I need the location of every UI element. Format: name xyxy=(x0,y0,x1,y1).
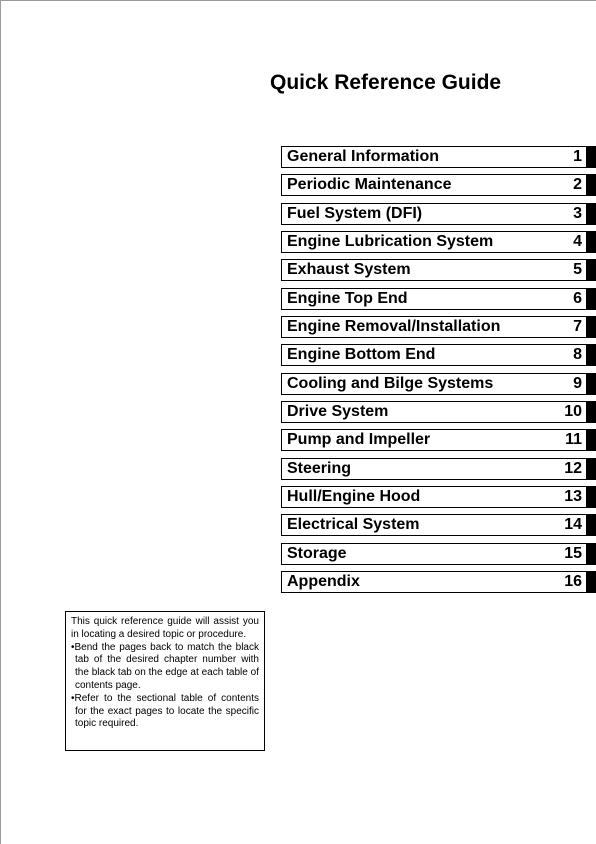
toc-entry[interactable] xyxy=(281,486,596,508)
toc-entry-number: 14 xyxy=(564,516,582,534)
toc-entry-label: Electrical System xyxy=(287,516,420,534)
toc-entry-label: General Information xyxy=(287,148,440,165)
chapter-black-tab xyxy=(586,401,596,423)
page-title: Quick Reference Guide xyxy=(270,71,502,94)
toc-entry-number: 6 xyxy=(573,289,582,307)
chapter-black-tab xyxy=(586,344,596,366)
toc-entry-label: Steering xyxy=(287,459,352,477)
toc-entry-number: 2 xyxy=(573,176,582,194)
chapter-black-tab xyxy=(586,259,596,281)
toc-entry-number: 7 xyxy=(573,318,582,336)
chapter-black-tab xyxy=(586,316,596,338)
chapter-black-tab xyxy=(586,203,596,225)
toc-entry-label: Engine Removal/Installation xyxy=(287,318,501,336)
toc-entry-number: 4 xyxy=(573,233,582,251)
chapter-black-tab xyxy=(586,288,596,310)
toc-entry-number: 13 xyxy=(564,488,582,506)
toc-entry-label: Hull/Engine Hood xyxy=(287,488,421,506)
chapter-black-tab xyxy=(586,458,596,480)
table-of-contents xyxy=(281,146,596,600)
toc-entry[interactable] xyxy=(281,373,596,395)
toc-entry[interactable] xyxy=(281,543,596,565)
toc-entry[interactable] xyxy=(281,231,596,253)
toc-entry-number: 9 xyxy=(573,374,582,392)
toc-entry[interactable] xyxy=(281,514,596,536)
toc-entry-number: 16 xyxy=(564,573,582,591)
chapter-black-tab xyxy=(586,174,596,196)
toc-entry[interactable] xyxy=(281,288,596,310)
toc-entry-label: Engine Bottom End xyxy=(287,346,436,364)
toc-entry-label: Pump and Impeller xyxy=(287,431,431,449)
note-intro: This quick reference guide will assist you in locating a desired topic or procedure. xyxy=(71,616,259,640)
toc-entry-label: Periodic Maintenance xyxy=(287,176,452,194)
toc-entry[interactable] xyxy=(281,458,596,480)
chapter-black-tab xyxy=(586,571,596,593)
toc-entry-number: 5 xyxy=(573,261,582,279)
toc-entry-label: Engine Top End xyxy=(287,289,408,307)
chapter-black-tab xyxy=(586,429,596,451)
toc-entry-number: 10 xyxy=(564,403,582,421)
toc-entry-label: Appendix xyxy=(287,573,360,591)
toc-entry[interactable] xyxy=(281,174,596,196)
toc-entry-label: Exhaust System xyxy=(287,261,411,279)
toc-entry-label: Engine Lubrication System xyxy=(287,233,494,251)
toc-entry[interactable] xyxy=(281,203,596,225)
toc-entry[interactable] xyxy=(281,344,596,366)
chapter-black-tab xyxy=(586,231,596,253)
toc-entry[interactable] xyxy=(281,571,596,593)
chapter-black-tab xyxy=(586,486,596,508)
usage-note-box xyxy=(65,611,265,751)
toc-entry-number: 8 xyxy=(573,346,582,364)
toc-entry[interactable] xyxy=(281,316,596,338)
toc-entry[interactable] xyxy=(281,401,596,423)
toc-entry-label: Fuel System (DFI) xyxy=(287,204,423,222)
note-bullet-sectional-toc: •Refer to the sectional table of contents for the exact pages to locate the specific topic required. xyxy=(71,692,259,730)
toc-entry-number: 12 xyxy=(564,459,582,477)
toc-entry[interactable] xyxy=(281,259,596,281)
toc-entry-number: 15 xyxy=(564,544,582,562)
toc-entry[interactable] xyxy=(281,429,596,451)
toc-entry-label: Drive System xyxy=(287,403,389,421)
toc-entry-number: 1 xyxy=(573,148,582,165)
chapter-black-tab xyxy=(586,514,596,536)
toc-entry-label: Storage xyxy=(287,544,347,562)
toc-entry-number: 11 xyxy=(565,431,582,449)
toc-entry-label: Cooling and Bilge Systems xyxy=(287,374,494,392)
chapter-black-tab xyxy=(586,373,596,395)
toc-entry[interactable] xyxy=(281,146,596,168)
chapter-black-tab xyxy=(586,543,596,565)
note-bullet-bend-pages: •Bend the pages back to match the black tab of the desired chapter number with the black tab on the edge at each table of contents page. xyxy=(71,641,259,691)
chapter-black-tab xyxy=(586,146,596,168)
toc-entry-number: 3 xyxy=(573,204,582,222)
